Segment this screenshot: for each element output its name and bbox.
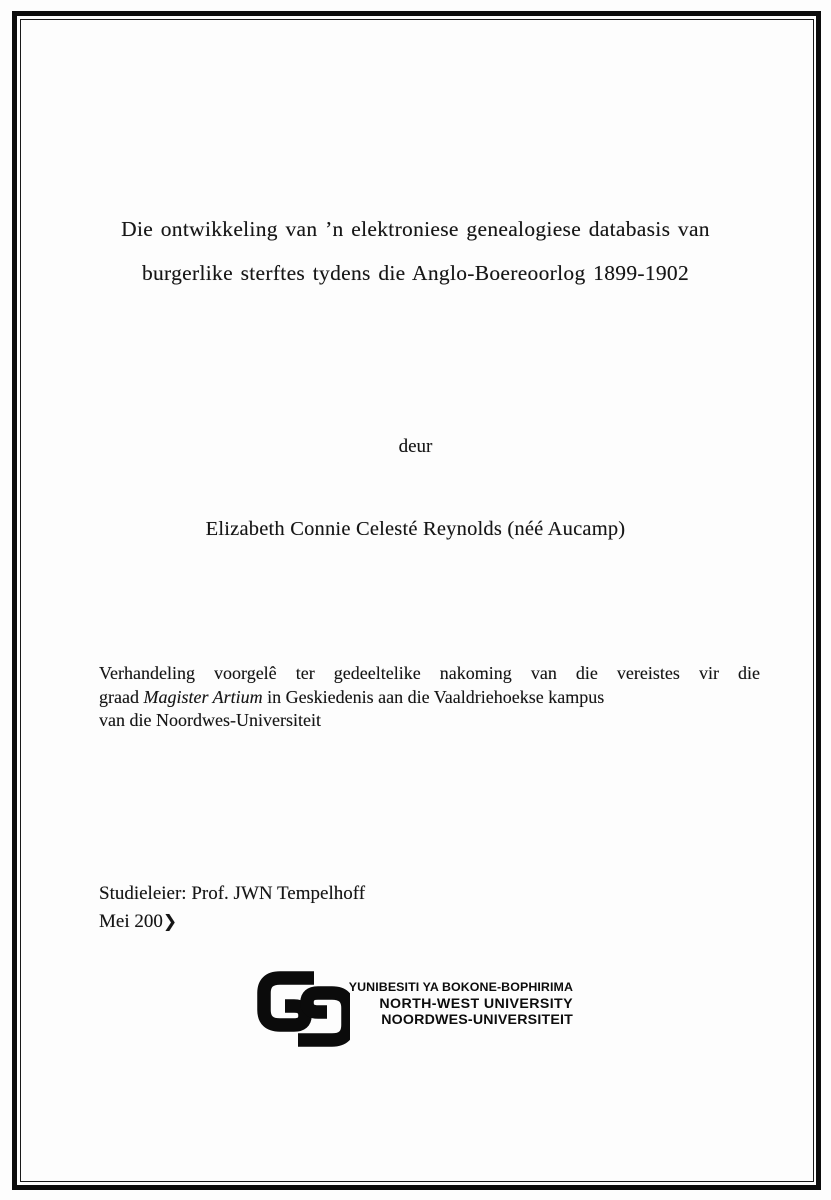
declaration-line-2-pre: graad	[99, 686, 144, 707]
university-logo-text	[303, 979, 573, 1029]
logo-text-english: NORTH-WEST UNIVERSITY	[379, 995, 573, 1012]
university-logo	[253, 964, 583, 1056]
date-seven-glyph: ❯	[162, 912, 178, 932]
thesis-title-line-1: Die ontwikkeling van ’n elektroniese genealogiese databasis van	[121, 217, 710, 241]
byline-label: deur	[398, 436, 433, 457]
declaration-line-3: van die Noordwes-Universiteit	[99, 710, 321, 730]
logo-text-afrikaans: NOORDWES-UNIVERSITEIT	[381, 1012, 573, 1028]
declaration-line-2	[99, 686, 760, 710]
submission-declaration	[99, 662, 760, 733]
degree-name-italic: Magister Artium	[143, 686, 263, 707]
thesis-title	[85, 207, 746, 295]
author-name: Elizabeth Connie Celesté Reynolds (néé Aucamp)	[205, 518, 626, 540]
declaration-line-2-post: in Geskiedenis aan die Vaaldriehoekse kampus	[262, 686, 605, 707]
date-prefix: Mei 200	[99, 911, 163, 932]
thesis-title-line-2: burgerlike sterftes tydens die Anglo-Boereoorlog 1899-1902	[141, 261, 690, 285]
logo-text-setswana: YUNIBESITI YA BOKONE-BOPHIRIMA	[348, 980, 573, 994]
date-line	[99, 911, 177, 933]
declaration-line-1: Verhandeling voorgelê ter gedeeltelike nakoming van die vereistes vir die	[99, 663, 760, 683]
supervisor-line: Studieleier: Prof. JWN Tempelhoff	[99, 883, 366, 904]
